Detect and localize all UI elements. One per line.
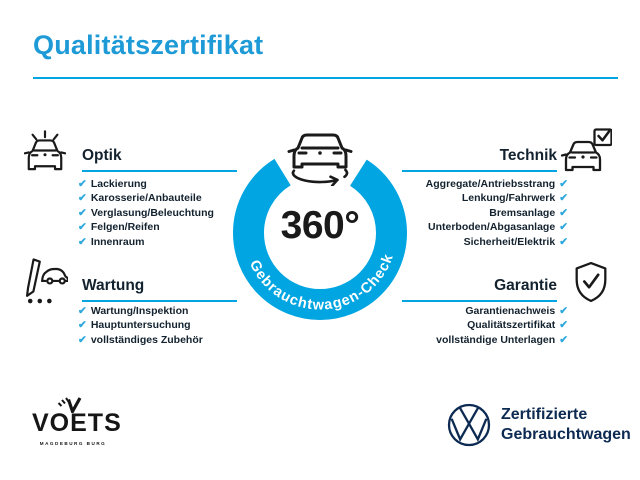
shield-check-icon (573, 261, 609, 303)
checklist-item-label: Wartung/Inspektion (90, 305, 189, 317)
garantie-checklist (380, 305, 568, 348)
vw-claim-line2: Gebrauchtwagen (501, 425, 631, 443)
checklist-item (78, 221, 278, 232)
dealer-logo-subtext: MAGDEBURG BURG (39, 441, 107, 446)
dealer-logo-text: VOETS (32, 409, 122, 437)
technik-checklist (380, 178, 568, 250)
optik-checklist (78, 178, 278, 250)
section-wartung-header: Wartung (82, 277, 145, 294)
check-icon: ✔ (78, 333, 87, 346)
degree-label: 360° (280, 204, 360, 247)
check-icon: ✔ (78, 235, 87, 248)
checklist-item (78, 236, 278, 247)
checklist-item (380, 236, 568, 247)
checklist-item (380, 207, 568, 218)
checklist-item (78, 319, 278, 330)
checklist-item (78, 207, 278, 218)
page-title: Qualitätszertifikat (33, 30, 264, 60)
section-technik-underline (402, 170, 557, 172)
section-garantie-underline (402, 300, 557, 302)
check-icon: ✔ (559, 221, 568, 234)
checklist-item (380, 334, 568, 345)
checklist-item (78, 192, 278, 203)
checklist-item (380, 192, 568, 203)
checklist-item-label: vollständiges Zubehör (90, 333, 203, 346)
section-technik-header: Technik (499, 147, 557, 164)
section-wartung-underline (82, 300, 237, 302)
check-icon: ✔ (559, 178, 568, 190)
ring-label: Gebrauchtwagen-Check (245, 251, 397, 314)
service-checklist-icon (24, 256, 68, 304)
car-checkbox-icon (560, 128, 612, 172)
check-icon: ✔ (559, 305, 568, 317)
title-divider (33, 77, 618, 79)
checklist-item (78, 305, 278, 316)
checklist-item-label: Aggregate/Antriebsstrang (425, 178, 556, 190)
checklist-item-label: Sicherheit/Elektrik (463, 235, 556, 248)
vw-claim (501, 405, 631, 444)
checklist-item-label: vollständige Unterlagen (436, 333, 556, 346)
checklist-item-label: Verglasung/Beleuchtung (90, 206, 214, 219)
check-icon: ✔ (78, 192, 87, 205)
checklist-item (380, 319, 568, 330)
checklist-item-label: Bremsanlage (489, 206, 556, 219)
checklist-item (78, 334, 278, 345)
vw-claim-line1: Zertifizierte (501, 406, 588, 423)
section-optik-header: Optik (82, 147, 122, 164)
check-icon: ✔ (559, 235, 568, 248)
check-icon: ✔ (559, 192, 568, 205)
checklist-item-label: Unterboden/Abgasanlage (428, 221, 556, 234)
checklist-item (380, 221, 568, 232)
checklist-item (380, 305, 568, 316)
wartung-checklist (78, 305, 278, 348)
checklist-item-label: Lackierung (90, 178, 147, 190)
check-icon: ✔ (78, 319, 87, 332)
check-icon: ✔ (78, 178, 87, 190)
check-icon: ✔ (559, 333, 568, 346)
check-icon: ✔ (78, 221, 87, 234)
check-icon: ✔ (559, 319, 568, 332)
checklist-item-label: Felgen/Reifen (90, 221, 160, 234)
check-icon: ✔ (78, 305, 87, 317)
section-garantie-header: Garantie (494, 277, 557, 294)
section-optik-underline (82, 170, 237, 172)
checklist-item-label: Karosserie/Anbauteile (90, 192, 202, 205)
check-icon: ✔ (559, 206, 568, 219)
checklist-item (380, 178, 568, 189)
car-shine-icon (24, 128, 66, 172)
checklist-item (78, 178, 278, 189)
car-rotate-icon (279, 126, 361, 186)
checklist-item-label: Hauptuntersuchung (90, 319, 191, 332)
checklist-item-label: Garantienachweis (465, 305, 556, 317)
check-icon: ✔ (78, 206, 87, 219)
checklist-item-label: Lenkung/Fahrwerk (461, 192, 556, 205)
checklist-item-label: Innenraum (90, 235, 145, 248)
vw-logo (446, 402, 492, 448)
checklist-item-label: Qualitätszertifikat (467, 319, 556, 332)
